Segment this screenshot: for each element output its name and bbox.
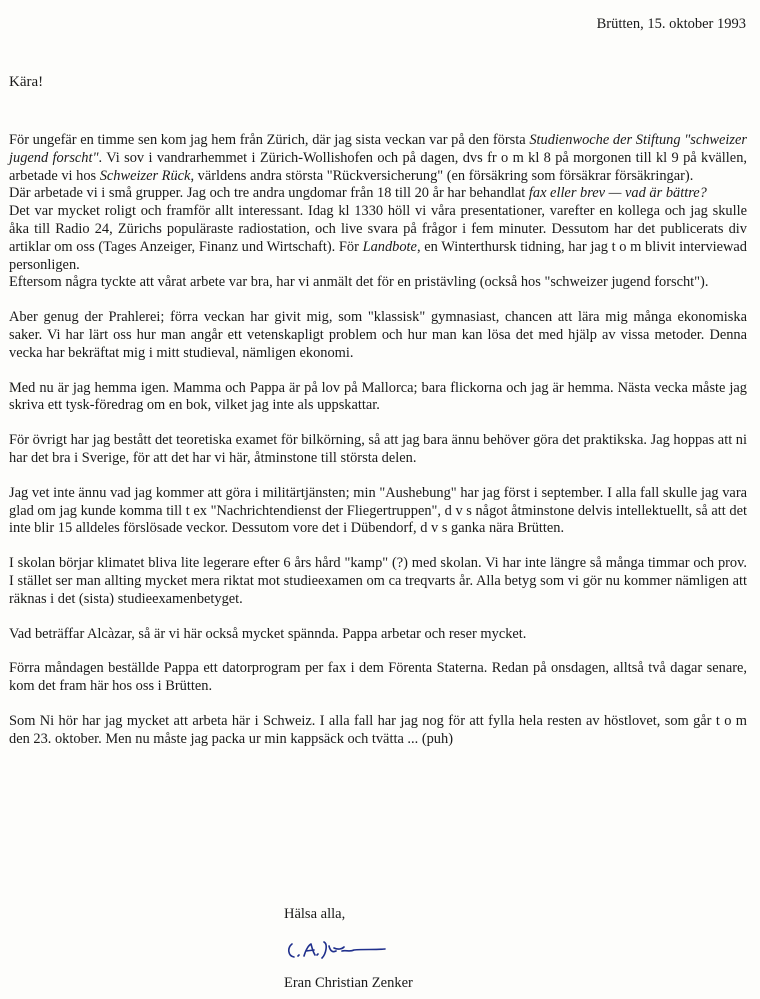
paragraph-spacer xyxy=(9,363,747,380)
paragraph-spacer xyxy=(9,415,747,432)
signature-name: Eran Christian Zenker xyxy=(284,975,413,991)
paragraph-spacer xyxy=(9,538,747,555)
italic-text: fax eller brev — vad är bättre? xyxy=(528,185,707,202)
paragraph-text: Vad beträffar Alcàzar, så är vi här också mycket spännda. Pappa arbetar och reser mycket. xyxy=(9,625,527,642)
paragraph-text: , världens andra största "Rückversicherung" (en försäkring som försäkrar försäkringar). xyxy=(190,167,694,184)
paragraph-spacer xyxy=(9,609,747,626)
body-paragraph xyxy=(9,555,747,608)
body-paragraph xyxy=(9,485,747,538)
body-paragraph xyxy=(9,626,747,644)
body-paragraph xyxy=(9,203,747,274)
paragraph-text: Jag vet inte ännu vad jag kommer att göra i militärtjänsten; min "Aushebung" har jag först i september. I alla fall skulle jag vara glad om jag kunde komma till t ex "Nachrichtendienst der Fliegertruppen", d v s något åtminstone delvis intellektuellt, så att det inte blir 15 alldeles förslösade veckor. Dessutom vore det i Dübendorf, d v s ganka nära Brütten. xyxy=(9,484,747,537)
paragraph-text: För övrigt har jag bestått det teoretiska examet för bilkörning, så att jag bara ännu behöver göra det praktikska. Jag hoppas att ni har det bra i Sverige, för att det har vi här, åtminstone till största delen. xyxy=(9,432,747,466)
paragraph-text: I skolan börjar klimatet bliva lite legerare efter 6 års hård "kamp" (?) med skolan. Vi har inte längre så många timmar och prov. I stället ser man allting mycket mera riktat mot studieexamen om ca treqvarts år. Alla betyg som vi gör nu kommer nämligen att räknas i det (sista) studieexamenbetyget. xyxy=(9,555,747,607)
greeting: Kära! xyxy=(9,74,44,90)
body-paragraph xyxy=(9,309,747,362)
closing: Hälsa alla, xyxy=(284,906,346,922)
italic-text: Schweizer Rück xyxy=(99,167,191,184)
paragraph-spacer xyxy=(9,696,747,713)
paragraph-text: Aber genug der Prahlerei; förra veckan har givit mig, som "klassisk" gymnasiast, chancen att lära mig många ekonomiska saker. Vi har lärt oss hur man angår ett vetenskapligt problem och hur man kan lösa det med hjälp av vissa metoder. Denna vecka har bekräftat mig i mitt studieval, nämligen ekonomi. xyxy=(9,309,747,361)
paragraph-spacer xyxy=(9,468,747,485)
paragraph-text: För ungefär en timme sen kom jag hem från Zürich, där jag sista veckan var på den första xyxy=(9,132,530,148)
body-paragraph xyxy=(9,380,747,416)
italic-text: Landbote xyxy=(362,238,417,255)
body-paragraph xyxy=(9,132,747,185)
body-paragraph xyxy=(9,660,747,696)
italic-text: Studienwoche der Stiftung "schweizer jugend forscht" xyxy=(9,132,747,166)
paragraph-spacer xyxy=(9,292,747,309)
paragraph-text: Med nu är jag hemma igen. Mamma och Pappa är på lov på Mallorca; bara flickorna och jag är hemma. Nästa vecka måste jag skriva ett tysk-föredrag om en bok, vilket jag inte als uppskattar. xyxy=(9,379,747,414)
body-paragraph xyxy=(9,185,747,203)
body-paragraph xyxy=(9,432,747,468)
paragraph-text: Där arbetade vi i små grupper. Jag och tre andra ungdomar från 18 till 20 år har behandlat xyxy=(9,185,529,202)
letter-body xyxy=(9,132,747,749)
dateline: Brütten, 15. oktober 1993 xyxy=(596,16,746,32)
body-paragraph xyxy=(9,274,747,292)
paragraph-text: , en Winterthursk tidning, har jag t o m blivit interviewad personligen. xyxy=(9,238,747,273)
handwritten-signature xyxy=(284,936,388,964)
paragraph-text: Eftersom några tyckte att vårat arbete var bra, har vi anmält det för en pristävling (också hos "schweizer jugend forscht"). xyxy=(9,274,709,291)
paragraph-text: Förra måndagen beställde Pappa ett datorprogram per fax i dem Förenta Staterna. Redan på onsdagen, alltså två dagar senare, kom det fram här hos oss i Brütten. xyxy=(9,660,747,695)
paragraph-spacer xyxy=(9,643,747,660)
paragraph-text: Det var mycket roligt och framför allt interessant. Idag kl 1330 höll vi våra presentationer, varefter en kollega och jag skulle åka till Radio 24, Zürichs populäraste radiostation, och live svara på frågor i fem minuter. Dessutom har det publicerats div artiklar om oss (Tages Anzeiger, Finanz und Wirtschaft). För xyxy=(9,203,747,255)
body-paragraph xyxy=(9,713,747,749)
paragraph-text: . Vi sov i vandrarhemmet i Zürich-Wollishofen och på dagen, dvs fr o m kl 8 på morgonen till kl 9 på kvällen, arbetade vi hos xyxy=(9,149,747,184)
paragraph-text: Som Ni hör har jag mycket att arbeta här i Schweiz. I alla fall har jag nog för att fylla hela resten av höstlovet, som går t o m den 23. oktober. Men nu måste jag packa ur min kappsäck och tvätta ... (puh) xyxy=(9,712,747,747)
